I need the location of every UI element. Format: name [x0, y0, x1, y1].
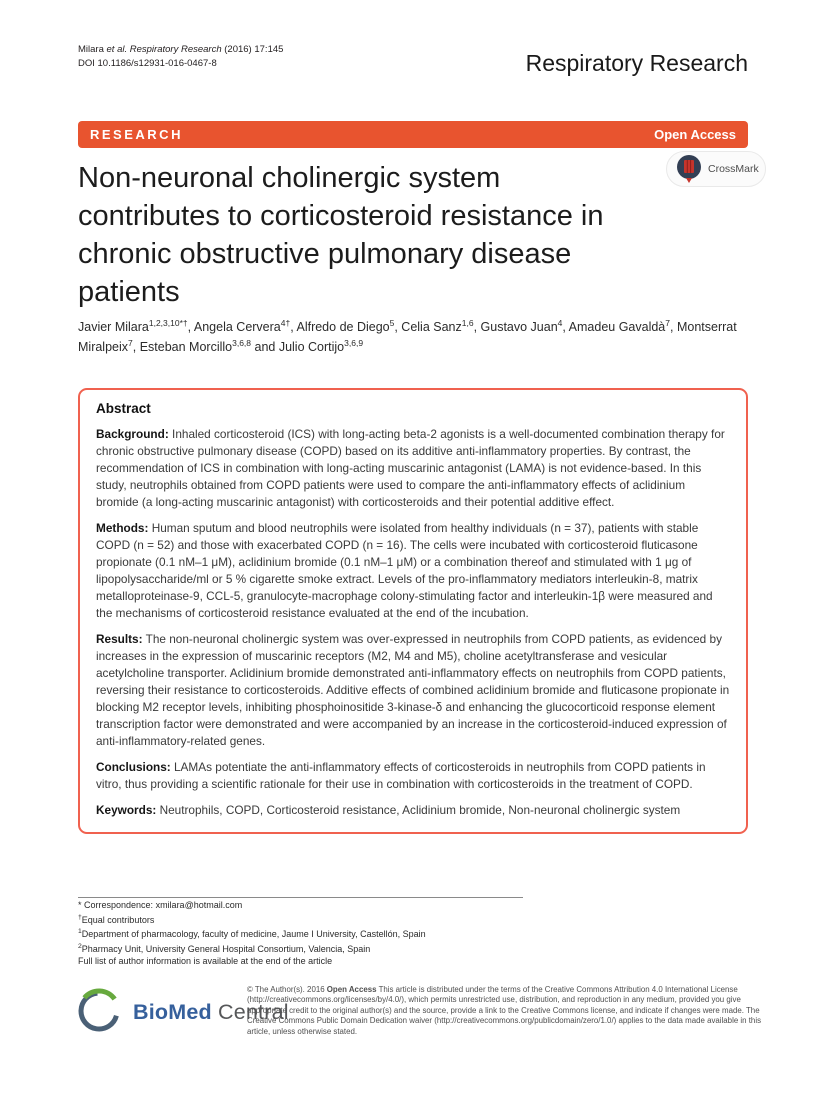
footnote-line: $^2$Pharmacy Unit, University General Hospital Consortium, Valencia, Spain	[78, 942, 371, 954]
abstract-keywords: Keywords: Neutrophils, COPD, Corticosteroid resistance, Aclidinium bromide, Non-neuronal cholinergic system	[96, 803, 681, 817]
footnote-line: Full list of author information is available at the end of the article	[78, 956, 333, 967]
author-superscript: 7	[665, 317, 670, 328]
author-superscript: 1,2,3,10*†	[148, 317, 188, 328]
author-superscript: 4	[557, 317, 563, 328]
author-name: Gustavo Juan	[480, 320, 558, 334]
abstract-box	[78, 388, 748, 834]
author-name: Javier Milara	[78, 320, 149, 334]
copyright-notice: © The Author(s). 2016 Open Access This article is distributed under the terms of the Creative Commons Attribution 4.0 International License (http://creativecommons.org/licenses/by/4.0/), which permits unrestricted use, distribution, and reproduction in any medium, provided you give appropriate credit to the original author(s) and the source, provide a link to the Creative Commons license, and indicate if changes were made. The Creative Commons Public Domain Dedication waiver (http://creativecommons.org/publicdomain/zero/1.0/) applies to the data made available in this article, unless otherwise stated.	[247, 985, 762, 1036]
abstract-results: Results: The non-neuronal cholinergic system was over-expressed in neutrophils from COPD patients, as evidenced by increases in the expression of muscarinic receptors (M2, M4 and M5), choline acetyltransferase and vesicular acetylcholine transporter. Aclidinium bromide demonstrated anti-inflammatory effects on neutrophils from COPD patients, reversing their resistance to corticosteroids. Additive effects of combined aclidinium bromide and fluticasone propionate in blocking M2 receptor levels, inhibiting phosphoinositide 3-kinase-δ and enhancing the glucocorticoid response element transcription factor were demonstrated and were accompanied by an increase in the corticosteroid-induced expression of anti-inflammatory-related genes.	[96, 632, 730, 748]
author-superscript: 1,6	[461, 317, 474, 328]
citation-line: Milara et al. Respiratory Research (2016) 17:145	[78, 44, 284, 55]
article-title: Non-neuronal cholinergic system contributes to corticosteroid resistance in chronic obstructive pulmonary disease patients	[78, 162, 604, 308]
footnote-line: $^1$Department of pharmacology, faculty of medicine, Jaume I University, Castellón, Spain	[78, 928, 426, 940]
abstract-methods: Methods: Human sputum and blood neutrophils were isolated from healthy individuals (n = 37), patients with stable COPD (n = 52) and those with exacerbated COPD (n = 16). The cells were incubated with corticosteroid fluticasone propionate (0.1 nM–1 μM), aclidinium bromide (0.1 nM–1 μM) or a combination thereof and stimulated with 1 μg of lipopolysaccharide/ml or 5 % cigarette smoke extract. Levels of the pro-inflammatory mediators interleukin-8, matrix metalloproteinase-9, CCL-5, granulocyte-macrophage colony-stimulating factor and interleukin-1β were measured and the mechanisms of corticosteroid resistance evaluated at the end of the incubation.	[96, 521, 713, 620]
research-label: RESEARCH	[90, 127, 183, 142]
open-access-label: Open Access	[654, 127, 736, 142]
citation-block	[78, 43, 283, 70]
author-name: Montserrat Miralpeix	[78, 320, 737, 354]
correspondence-email-link[interactable]: xmilara@hotmail.com	[155, 900, 243, 910]
crossmark-label: CrossMark	[708, 163, 759, 175]
author-name: Alfredo de Diego	[296, 320, 390, 334]
authors-line: Javier Milara$^{1,2,3,10*\dagger}$, Angela Cervera$^{4\dagger}$, Alfredo de Diego$^5$, Celia Sanz$^{1,6}$, Gustavo Juan$^4$, Amadeu Gavaldà$^7$, Montserrat Miralpeix$^7$, Esteban Morcillo$^{3,6,8}$ and Julio Cortijo$^{3,6,9}$	[78, 317, 737, 354]
footnotes-block	[78, 899, 548, 968]
abstract-heading: Abstract	[96, 401, 151, 416]
research-banner	[78, 121, 748, 148]
author-superscript: 4†	[280, 317, 291, 328]
author-name: Esteban Morcillo	[139, 339, 233, 354]
copyright-open-access: Open Access	[326, 985, 377, 994]
author-name: Julio Cortijo	[278, 339, 345, 354]
abstract-background: Background: Inhaled corticosteroid (ICS) with long-acting beta-2 agonists is a well-documented combination therapy for chronic obstructive pulmonary disease (COPD) based on its additive anti-inflammatory properties. By contrast, the recommendation of ICS in combination with long-acting muscarinic antagonist (LAMA) is not evidence-based. In this study, neutrophils obtained from COPD patients were used to compare the anti-inflammatory effects of aclidinium bromide (a long-acting muscarinic antagonist) with corticosteroids and their potential additive effect.	[96, 427, 725, 509]
author-name: Angela Cervera	[193, 320, 281, 334]
author-name: Celia Sanz	[401, 320, 462, 334]
author-superscript: 3,6,9	[344, 337, 364, 348]
journal-name: Respiratory Research	[525, 50, 748, 76]
biomed-logo-text: BioMed Central	[133, 999, 289, 1024]
abstract-conclusions: Conclusions: LAMAs potentiate the anti-inflammatory effects of corticosteroids in neutrophils from COPD patients in vitro, thus providing a scientific rationale for their use in combination with corticosteroids in the treatment of COPD.	[96, 760, 706, 791]
correspondence-line: * Correspondence: xmilara@hotmail.com	[78, 900, 243, 910]
doi-line: DOI 10.1186/s12931-016-0467-8	[78, 57, 217, 69]
footnote-divider	[78, 897, 523, 898]
author-superscript: 7	[128, 337, 133, 348]
biomed-logo-icon	[76, 984, 126, 1040]
author-name: Amadeu Gavaldà	[568, 320, 666, 334]
author-superscript: 3,6,8	[232, 337, 252, 348]
footnote-line: †Equal contributors	[78, 913, 155, 925]
author-superscript: 5	[389, 317, 395, 328]
